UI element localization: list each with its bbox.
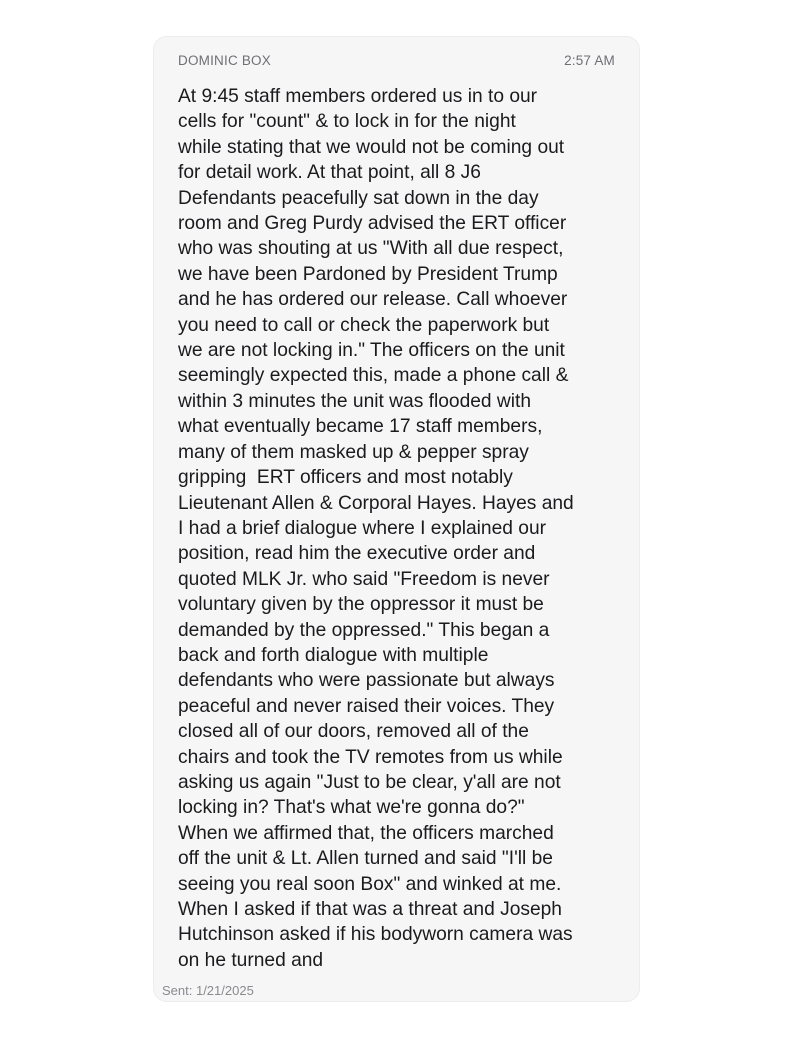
message-line: for detail work. At that point, all 8 J6: [178, 162, 481, 184]
message-line: demanded by the oppressed." This began a: [178, 619, 550, 641]
message-line: seeing you real soon Box" and winked at me.: [178, 873, 562, 895]
message-line: quoted MLK Jr. who said "Freedom is never: [178, 568, 550, 590]
message-line: closed all of our doors, removed all of the: [178, 721, 529, 743]
message-line: seemingly expected this, made a phone call &: [178, 365, 569, 387]
message-line: on he turned and: [178, 949, 324, 971]
sent-date: Sent: 1/21/2025: [162, 983, 254, 998]
message-line: When we affirmed that, the officers marched: [178, 822, 554, 844]
message-line: while stating that we would not be coming out: [178, 136, 565, 158]
message-line: back and forth dialogue with multiple: [178, 644, 489, 666]
message-card: [153, 36, 640, 1002]
message-line: room and Greg Purdy advised the ERT officer: [178, 213, 567, 235]
message-line: gripping ERT officers and most notably: [178, 467, 513, 489]
message-line: Hutchinson asked if his bodyworn camera was: [178, 924, 573, 946]
message-line: At 9:45 staff members ordered us in to our: [178, 86, 538, 107]
message-line: we have been Pardoned by President Trump: [178, 263, 558, 285]
message-line: voluntary given by the oppressor it must be: [178, 594, 544, 616]
message-line: who was shouting at us "With all due respect,: [178, 238, 564, 260]
message-header: [178, 51, 615, 69]
message-line: Lieutenant Allen & Corporal Hayes. Hayes and: [178, 492, 574, 514]
message-time: 2:57 AM: [564, 52, 615, 68]
message-line: within 3 minutes the unit was flooded with: [178, 390, 532, 412]
message-line: cells for "count" & to lock in for the night: [178, 111, 516, 133]
message-line: position, read him the executive order and: [178, 543, 536, 565]
message-line: locking in? That's what we're gonna do?": [178, 797, 525, 819]
message-line: defendants who were passionate but always: [178, 670, 555, 692]
message-line: peaceful and never raised their voices. They: [178, 695, 555, 717]
message-line: I had a brief dialogue where I explained our: [178, 517, 547, 539]
message-line: off the unit & Lt. Allen turned and said "I'll be: [178, 848, 553, 870]
message-line: we are not locking in." The officers on the unit: [178, 340, 565, 362]
message-line: asking us again "Just to be clear, y'all are not: [178, 771, 561, 793]
message-line: you need to call or check the paperwork but: [178, 314, 550, 336]
message-line: many of them masked up & pepper spray: [178, 441, 529, 463]
message-body: [178, 84, 625, 973]
message-line: When I asked if that was a threat and Joseph: [178, 899, 562, 920]
message-line: and he has ordered our release. Call whoever: [178, 289, 568, 311]
message-line: what eventually became 17 staff members,: [178, 416, 543, 438]
message-line: chairs and took the TV remotes from us while: [178, 746, 563, 768]
message-line: Defendants peacefully sat down in the day: [178, 187, 539, 209]
sender-name: DOMINIC BOX: [178, 52, 271, 68]
